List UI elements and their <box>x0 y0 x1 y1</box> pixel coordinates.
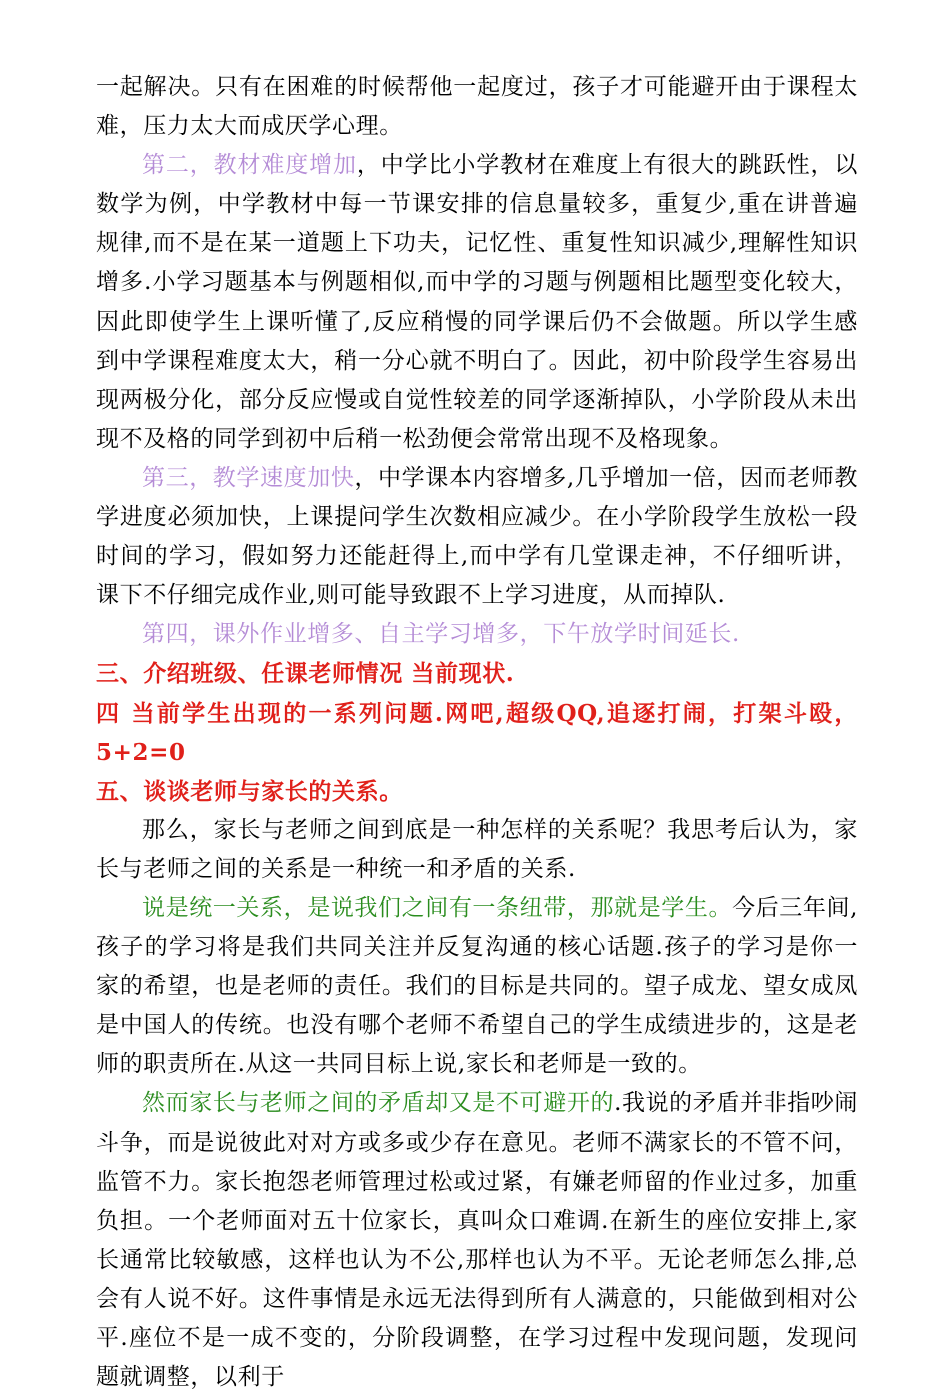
paragraph-text: 一起解决。只有在困难的时候帮他一起度过，孩子才可能避开由于课程太难，压力太大而成厌学心理。 <box>96 74 858 140</box>
document-body <box>96 68 858 1397</box>
paragraph-text: ，中学课本内容增多,几乎增加一倍，因而老师教学进度必须加快，上课提问学生次数相应减少。在小学阶段学生放松一段时间的学习，假如努力还能赶得上,而中学有几堂课走神，不仔细听讲，课下不仔细完成作业,则可能导致跟不上学习进度，从而掉队. <box>96 464 859 609</box>
paragraph-text: 那么，家长与老师之间到底是一种怎样的关系呢？我思考后认为，家长与老师之间的关系是一种统一和矛盾的关系. <box>96 816 858 882</box>
highlight-lead-contradiction: 然而家长与老师之间的矛盾却又是不可避开的 <box>142 1090 615 1117</box>
highlight-lead-teaching-speed: 第三，教学速度加快 <box>142 464 355 491</box>
paragraph-homework-increase <box>96 615 858 654</box>
heading-text: 五、谈谈老师与家长的关系。 <box>96 777 403 805</box>
paragraph-continuation <box>96 68 858 146</box>
paragraph-text: 今后三年间,孩子的学习将是我们共同关注并反复沟通的核心话题.孩子的学习是你一家的希望，也是老师的责任。我们的目标是共同的。望子成龙、望女成凤是中国人的传统。也没有哪个老师不希望自己的学生成绩进步的，这是老师的职责所在.从这一共同目标上说,家长和老师是一致的。 <box>96 894 859 1078</box>
highlight-lead-unity: 说是统一关系，是说我们之间有一条纽带，那就是学生。 <box>142 894 733 921</box>
highlight-homework-increase: 第四，课外作业增多、自主学习增多，下午放学时间延长. <box>142 621 740 648</box>
section-heading-teacher-parent <box>96 772 858 811</box>
paragraph-relationship-intro <box>96 811 858 889</box>
paragraph-teaching-speed <box>96 459 858 615</box>
highlight-lead-textbook-difficulty: 第二，教材难度增加 <box>142 152 357 179</box>
section-heading-class-intro <box>96 654 858 693</box>
heading-text: 三、介绍班级、任课老师情况 当前现状. <box>96 660 515 688</box>
paragraph-textbook-difficulty <box>96 146 858 459</box>
paragraph-text: ，中学比小学教材在难度上有很大的跳跃性，以数学为例，中学教材中每一节课安排的信息量较多，重复少,重在讲普遍规律,而不是在某一道题上下功夫，记忆性、重复性知识减少,理解性知识增多.小学习题基本与例题相似,而中学的习题与例题相比题型变化较大，因此即使学生上课听懂了,反应稍慢的同学课后仍不会做题。所以学生感到中学课程难度太大，稍一分心就不明白了。因此，初中阶段学生容易出现两极分化，部分反应慢或自觉性较差的同学逐渐掉队，小学阶段从未出现不及格的同学到初中后稍一松劲便会常常出现不及格现象。 <box>96 152 858 452</box>
paragraph-text: .我说的矛盾并非指吵闹斗争，而是说彼此对对方或多或少存在意见。老师不满家长的不管不问，监管不力。家长抱怨老师管理过松或过紧，有嫌老师留的作业过多，加重负担。一个老师面对五十位家长，真叫众口难调.在新生的座位安排上,家长通常比较敏感，这样也认为不公,那样也认为不平。无论老师怎么排,总会有人说不好。这件事情是永远无法得到所有人满意的，只能做到相对公平.座位不是一成不变的，分阶段调整，在学习过程中发现问题，发现问题就调整，以利于 <box>96 1090 858 1391</box>
heading-text: 四 当前学生出现的一系列问题.网吧,超级QQ,追逐打闹，打架斗殴，5+2=0 <box>96 699 858 766</box>
paragraph-contradiction <box>96 1084 858 1397</box>
section-heading-student-problems <box>96 694 858 772</box>
paragraph-unity <box>96 889 858 1084</box>
